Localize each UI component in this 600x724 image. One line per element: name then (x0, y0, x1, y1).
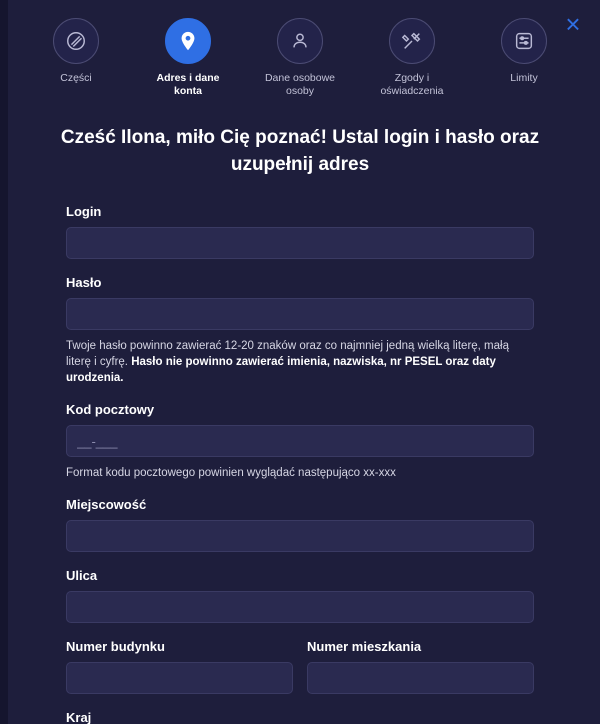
step-dane-osobowe[interactable] (255, 18, 345, 98)
address-numbers-row (66, 639, 534, 694)
field-login (66, 204, 534, 259)
street-label: Ulica (66, 568, 98, 583)
stepper (0, 0, 600, 98)
field-building-number (66, 639, 293, 694)
person-icon (277, 18, 323, 64)
postal-code-hint: Format kodu pocztowego powinien wyglądać następująco xx-xxx (66, 467, 396, 479)
building-number-label: Numer budynku (66, 639, 165, 654)
step-label: Części (60, 72, 92, 84)
country-label: Kraj (66, 710, 92, 724)
field-password (66, 275, 534, 386)
field-country (66, 710, 534, 724)
left-gutter (0, 0, 8, 724)
street-input[interactable] (66, 591, 534, 623)
apartment-number-label: Numer mieszkania (307, 639, 422, 654)
field-postal-code (66, 402, 534, 481)
step-label: Zgody i oświadczenia (380, 72, 444, 97)
step-czesci[interactable] (31, 18, 121, 85)
close-icon[interactable]: × (565, 9, 581, 39)
car-parts-icon (53, 18, 99, 64)
registration-form (66, 204, 534, 724)
step-label: Dane osobowe osoby (264, 72, 336, 97)
field-street (66, 568, 534, 623)
postal-code-input[interactable] (66, 425, 534, 457)
password-hint (66, 338, 534, 386)
password-label: Hasło (66, 275, 102, 290)
apartment-number-input[interactable] (307, 662, 534, 694)
postal-code-label: Kod pocztowy (66, 402, 155, 417)
location-pin-icon (165, 18, 211, 64)
tools-icon (389, 18, 435, 64)
password-hint-text-1: Twoje hasło powinno zawierać 12-20 znaków oraz co najmniej jedną wielką literę, małą literę i cyfrę. (66, 340, 509, 368)
city-input[interactable] (66, 520, 534, 552)
step-label: Limity (510, 72, 538, 84)
city-label: Miejscowość (66, 497, 147, 512)
login-label: Login (66, 204, 102, 219)
password-hint-text-2: Hasło nie powinno zawierać imienia, nazwiska, nr PESEL oraz daty urodzenia. (66, 356, 496, 384)
field-city (66, 497, 534, 552)
sliders-icon (501, 18, 547, 64)
building-number-input[interactable] (66, 662, 293, 694)
step-limity[interactable] (479, 18, 569, 85)
password-input[interactable] (66, 298, 534, 330)
step-adres-i-dane-konta[interactable] (143, 18, 233, 98)
step-zgody-i-oswiadczenia[interactable] (367, 18, 457, 98)
field-apartment-number (307, 639, 534, 694)
step-label: Adres i dane konta (156, 72, 220, 97)
login-input[interactable] (66, 227, 534, 259)
page-title: Cześć Ilona, miło Cię poznać! Ustal login i hasło oraz uzupełnij adres (60, 127, 540, 175)
